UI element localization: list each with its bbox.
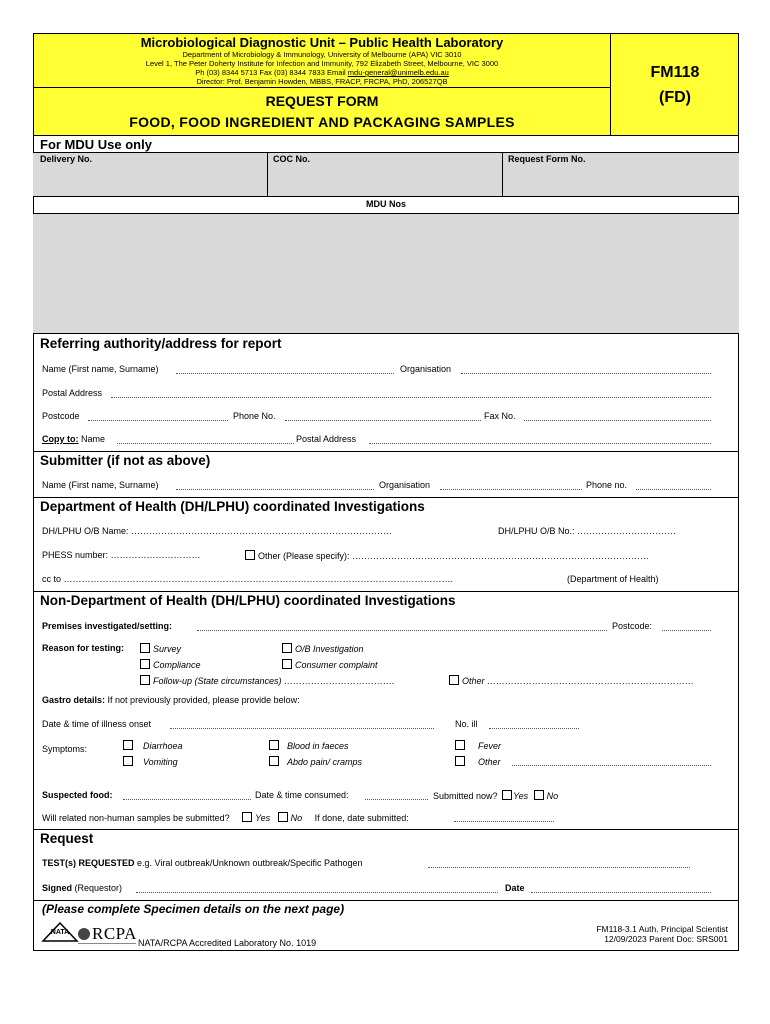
date-label: Date	[505, 883, 525, 893]
vomiting-label: Vomiting	[143, 757, 178, 767]
rcpa-emblem-icon	[78, 928, 90, 940]
related-label: Will related non-human samples be submitted?	[42, 813, 230, 823]
delivery-no-label: Delivery No.	[40, 154, 93, 164]
consumer-complaint-label: Consumer complaint	[295, 660, 378, 670]
mdu-nos-label: MDU Nos	[366, 199, 406, 209]
ref-fax-field[interactable]	[524, 420, 711, 421]
nata-logo-text: NATA	[50, 929, 70, 936]
sub-organisation-field[interactable]	[440, 489, 582, 490]
tests-row	[42, 858, 363, 868]
ob-investigation-checkbox[interactable]	[282, 643, 292, 653]
coc-no-field[interactable]	[268, 166, 501, 196]
header-divider-horizontal	[33, 87, 611, 88]
submitted-no-label: No	[546, 791, 559, 801]
nondh-postcode-field[interactable]	[662, 630, 711, 631]
copy-to-row	[42, 434, 105, 444]
ref-phone-label: Phone No.	[233, 411, 276, 421]
dh-section-title: Department of Health (DH/LPHU) coordinated Investigations	[40, 499, 425, 514]
fever-label: Fever	[478, 741, 502, 751]
copy-postal-field[interactable]	[369, 443, 711, 444]
rcpa-logo-text: RCPA	[92, 924, 137, 943]
form-subtitle: FOOD, FOOD INGREDIENT AND PACKAGING SAMPLES	[129, 114, 515, 130]
if-done-field[interactable]	[454, 821, 554, 822]
dh-phess-field[interactable]: PHESS number: …………………………	[42, 550, 201, 560]
submitted-yes-checkbox[interactable]	[502, 790, 512, 800]
consumer-complaint-option[interactable]	[282, 659, 378, 670]
ref-organisation-label: Organisation	[400, 364, 452, 374]
mdu-nos-field[interactable]	[33, 213, 739, 334]
suspected-food-label: Suspected food:	[42, 790, 113, 800]
header-address-line1: Department of Microbiology & Immunology, University of Melbourne (APA) VIC 3010	[182, 50, 462, 59]
premises-field[interactable]	[197, 630, 607, 631]
reason-other-label: Other ……………………………………………………………	[462, 676, 695, 686]
gastro-text: If not previously provided, please provide below:	[107, 695, 300, 705]
submitter-divider	[33, 451, 739, 452]
ob-investigation-label: O/B Investigation	[295, 644, 364, 654]
followup-option[interactable]	[140, 675, 395, 686]
gastro-row	[42, 695, 300, 705]
ob-investigation-option[interactable]	[282, 643, 364, 654]
blood-label: Blood in faeces	[287, 741, 349, 751]
dh-cc-field[interactable]: cc to ………………………………………………………………………………………………………………….	[42, 574, 454, 584]
request-bottom-divider	[33, 900, 739, 901]
ref-fax-label: Fax No.	[484, 411, 516, 421]
email-link[interactable]: mdu-general@unimelb.edu.au	[347, 68, 449, 77]
if-done-label: If done, date submitted:	[314, 813, 409, 823]
nata-logo	[40, 921, 80, 943]
abdo-label: Abdo pain/ cramps	[287, 757, 363, 767]
tests-example: e.g. Viral outbreak/Unknown outbreak/Specific Pathogen	[137, 858, 363, 868]
ref-postal-label: Postal Address	[42, 388, 103, 398]
followup-checkbox[interactable]	[140, 675, 150, 685]
contact-phone-fax: Ph (03) 8344 5713 Fax (03) 8344 7833 Email	[195, 68, 348, 77]
followup-label: Follow-up (State circumstances) ……………………………….	[153, 676, 395, 686]
vomiting-checkbox[interactable]	[123, 756, 133, 766]
other-symptom-checkbox[interactable]	[455, 756, 465, 766]
reason-other-option[interactable]	[449, 675, 694, 686]
form-code: FM118	[650, 64, 700, 81]
no-ill-label: No. ill	[455, 719, 478, 729]
compliance-checkbox[interactable]	[140, 659, 150, 669]
symptoms-label: Symptoms:	[42, 744, 88, 754]
header-address-line2: Level 1, The Peter Doherty Institute for Infection and Immunity, 792 Elizabeth Street, Melbourne, VIC 3000	[145, 59, 499, 68]
submitted-now-label: Submitted now?	[433, 791, 498, 801]
ref-organisation-field[interactable]	[461, 373, 711, 374]
reason-label: Reason for testing:	[42, 643, 125, 653]
nondh-postcode-label: Postcode:	[612, 621, 653, 631]
suspected-food-field[interactable]	[123, 799, 251, 800]
related-no-checkbox[interactable]	[278, 812, 288, 822]
signed-row	[42, 883, 122, 893]
copy-to-label: Copy to:	[42, 434, 79, 444]
sub-phone-label: Phone no.	[586, 480, 628, 490]
request-section-title: Request	[40, 831, 94, 846]
form-title: REQUEST FORM	[265, 93, 379, 109]
form-ref: FM118-3.1 Auth. Principal Scientist	[596, 924, 728, 934]
premises-label: Premises investigated/setting:	[42, 621, 173, 631]
vomiting-option[interactable]	[123, 756, 178, 767]
reason-other-checkbox[interactable]	[449, 675, 459, 685]
fever-checkbox[interactable]	[455, 740, 465, 750]
dh-ob-name-field[interactable]: DH/LPHU O/B Name: ……………………………………………………………………………	[42, 526, 393, 536]
consumed-label: Date & time consumed:	[255, 790, 349, 800]
unit-title: Microbiological Diagnostic Unit – Public Health Laboratory	[140, 35, 504, 50]
tests-field[interactable]	[428, 867, 690, 868]
request-form-no-field[interactable]	[503, 166, 738, 196]
header-contact-line	[33, 68, 611, 77]
request-divider	[33, 829, 739, 830]
other-symptom-option[interactable]	[455, 756, 501, 767]
dh-other-checkbox[interactable]	[245, 550, 255, 560]
consumed-field[interactable]	[365, 799, 428, 800]
ref-phone-field[interactable]	[285, 420, 481, 421]
dh-cc-suffix: (Department of Health)	[567, 574, 659, 584]
related-yes-checkbox[interactable]	[242, 812, 252, 822]
request-form-no-label: Request Form No.	[508, 154, 586, 164]
copy-name-label: Name	[81, 434, 106, 444]
delivery-no-field[interactable]	[34, 166, 266, 196]
copy-postal-label: Postal Address	[296, 434, 357, 444]
form-code-sub: (FD)	[659, 89, 691, 106]
survey-label: Survey	[153, 644, 182, 654]
rcpa-logo	[78, 924, 137, 944]
next-page-note: (Please complete Specimen details on the next page)	[42, 902, 345, 916]
consumer-complaint-checkbox[interactable]	[282, 659, 292, 669]
compliance-option[interactable]	[140, 659, 201, 670]
related-row	[42, 812, 409, 823]
header-director-line: Director: Prof. Benjamin Howden, MBBS, FRACP, FRCPA, PhD, 206527QB	[196, 77, 448, 86]
referring-section-title: Referring authority/address for report	[40, 336, 282, 351]
illness-onset-label: Date & time of illness onset	[42, 719, 152, 729]
illness-onset-field[interactable]	[170, 728, 434, 729]
diarrhoea-checkbox[interactable]	[123, 740, 133, 750]
dh-other-field[interactable]: Other (Please specify): ………………………………………………………………………………………	[258, 551, 650, 561]
accredited-label: NATA/RCPA Accredited Laboratory No. 1019	[138, 938, 317, 948]
diarrhoea-option[interactable]	[123, 740, 183, 751]
submitter-section-title: Submitter (if not as above)	[40, 453, 211, 468]
survey-checkbox[interactable]	[140, 643, 150, 653]
blood-checkbox[interactable]	[269, 740, 279, 750]
sub-phone-field[interactable]	[636, 489, 711, 490]
fever-option[interactable]	[455, 740, 501, 751]
copy-name-field[interactable]	[117, 443, 294, 444]
dh-other-row	[245, 550, 649, 561]
survey-option[interactable]	[140, 643, 181, 654]
nondh-divider	[33, 591, 739, 592]
no-ill-field[interactable]	[489, 728, 579, 729]
logo-underline	[78, 943, 136, 944]
other-symptom-label: Other	[478, 757, 501, 767]
tests-label: TEST(s) REQUESTED	[42, 858, 135, 868]
ref-name-field[interactable]	[176, 373, 394, 374]
requestor-label: (Requestor)	[74, 883, 123, 893]
related-yes-label: Yes	[255, 813, 271, 823]
date-field[interactable]	[531, 892, 711, 893]
related-no-label: No	[290, 813, 303, 823]
dh-divider	[33, 497, 739, 498]
nondh-section-title: Non-Department of Health (DH/LPHU) coordinated Investigations	[40, 593, 456, 608]
submitted-no-checkbox[interactable]	[534, 790, 544, 800]
submitted-yes-label: Yes	[513, 791, 529, 801]
compliance-label: Compliance	[153, 660, 201, 670]
ref-postal-field[interactable]	[111, 397, 711, 398]
sub-name-label: Name (First name, Surname)	[42, 480, 159, 490]
signed-field[interactable]	[136, 892, 498, 893]
ref-name-label: Name (First name, Surname)	[42, 364, 159, 374]
date-ref: 12/09/2023 Parent Doc: SRS001	[604, 934, 728, 944]
sub-organisation-label: Organisation	[379, 480, 431, 490]
sub-name-field[interactable]	[176, 489, 374, 490]
coc-no-label: COC No.	[273, 154, 310, 164]
gastro-label: Gastro details:	[42, 695, 106, 705]
abdo-checkbox[interactable]	[269, 756, 279, 766]
blood-option[interactable]	[269, 740, 349, 751]
ref-postcode-field[interactable]	[88, 420, 228, 421]
ref-postcode-label: Postcode	[42, 411, 80, 421]
submitted-now-row	[433, 790, 558, 801]
mdu-section-title: For MDU Use only	[40, 137, 152, 152]
other-symptom-field[interactable]	[512, 765, 711, 766]
abdo-option[interactable]	[269, 756, 362, 767]
signed-label: Signed	[42, 883, 73, 893]
diarrhoea-label: Diarrhoea	[143, 741, 183, 751]
dh-ob-no-field[interactable]: DH/LPHU O/B No.: ……………………………	[498, 526, 677, 536]
